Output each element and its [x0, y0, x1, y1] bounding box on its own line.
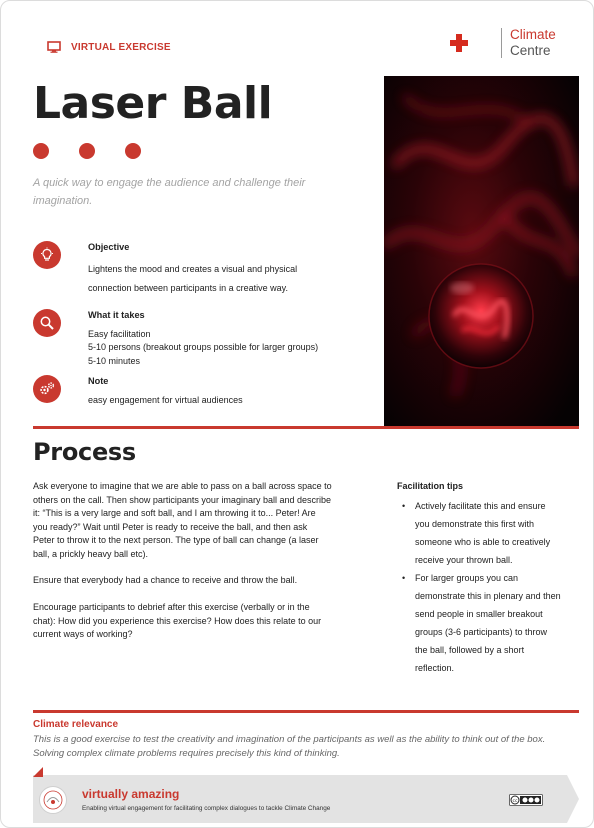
tips-line: • For larger groups you can [415, 573, 519, 583]
monitor-icon [47, 41, 61, 53]
section-divider [33, 426, 579, 429]
subtitle [33, 174, 343, 210]
process-line: others on the call. Then show participants your imaginary ball and describe [33, 494, 331, 505]
info-line: 5-10 minutes [88, 355, 141, 366]
gears-icon [33, 375, 61, 403]
tips-line: you demonstrate this first with [415, 519, 535, 529]
info-objective [33, 241, 363, 298]
relevance-line: This is a good exercise to test the creativity and imagination of the participants as well as the ability to think out of the box. [33, 734, 546, 745]
page-title: Laser Ball [33, 78, 273, 129]
info-what-it-takes [33, 309, 363, 368]
tips-line: receive your thrown ball. [415, 555, 513, 565]
virtually-amazing-logo [39, 786, 67, 814]
process-line: Ensure that everybody had a chance to receive and throw the ball. [33, 575, 298, 585]
header-tag-label: VIRTUAL EXERCISE [71, 41, 171, 53]
info-line: Easy facilitation [88, 328, 151, 339]
header-tag [47, 41, 171, 53]
tips-list [397, 497, 577, 677]
section-divider [33, 710, 579, 713]
lightbulb-icon [33, 241, 61, 269]
tips-line: demonstrate this in plenary and then [415, 591, 561, 601]
footer-corner-mark [33, 767, 43, 777]
red-cross-icon [449, 33, 469, 53]
info-line: 5-10 persons (breakout groups possible for larger groups) [88, 342, 319, 352]
decorative-dots [33, 143, 141, 159]
subtitle-line: A quick way to engage the audience and challenge their [33, 177, 306, 189]
dot [33, 143, 49, 159]
magnifier-icon [33, 309, 61, 337]
dot [125, 143, 141, 159]
process-paragraph [33, 574, 373, 588]
svg-text:cc: cc [512, 798, 518, 804]
footer-title: virtually amazing [82, 787, 180, 801]
climate-centre-logo [449, 27, 556, 59]
process-line: Peter to throw it to the next person. The type of ball can change (a laser [33, 535, 319, 545]
logo-line-2: Centre [510, 43, 551, 58]
logo-line-1: Climate [510, 27, 556, 42]
info-line: Lightens the mood and creates a visual and physical [88, 263, 298, 274]
process-title: Process [33, 438, 136, 466]
process-line: ball, a prickly heavy ball etc). [33, 548, 149, 559]
info-line: connection between participants in a creative way. [88, 282, 288, 293]
info-heading: What it takes [88, 310, 145, 320]
tips-line: the ball, followed by a short [415, 645, 525, 655]
creative-commons-badge-icon [509, 794, 543, 806]
red-crescent-icon [474, 33, 492, 53]
process-paragraph [33, 480, 373, 561]
info-heading: Note [88, 376, 109, 386]
process-line: current ways of working? [33, 629, 133, 639]
info-note [33, 375, 363, 407]
tips-heading: Facilitation tips [397, 481, 464, 491]
tips-line: send people in smaller breakout [415, 609, 543, 619]
subtitle-line: imagination. [33, 195, 93, 207]
tips-item [397, 569, 577, 677]
tips-line: • Actively facilitate this and ensure [415, 501, 546, 511]
relevance-heading: Climate relevance [33, 719, 119, 730]
sphere-illustration [384, 76, 579, 426]
process-line: Encourage participants to debrief after this exercise (verbally or in the [33, 602, 310, 612]
tips-line: someone who is able to creatively [415, 537, 551, 547]
dot [79, 143, 95, 159]
facilitation-tips [397, 481, 577, 677]
tips-line: reflection. [415, 663, 455, 673]
tips-item [397, 497, 577, 569]
process-line: chat): How did you experience this exercise? How does this relate to our [33, 615, 322, 626]
info-line: easy engagement for virtual audiences [88, 394, 243, 405]
process-line: it: “This is a very large and soft ball, and I am throwing it to... Peter! Are [33, 508, 316, 518]
logo-wordmark [510, 27, 556, 59]
logo-divider [501, 28, 502, 58]
process-paragraph [33, 601, 373, 642]
red-glass-sphere-photo [384, 76, 579, 426]
process-line: Ask everyone to imagine that we are able to pass on a ball across space to [33, 481, 332, 491]
tips-line: groups (3-6 participants) to throw [415, 627, 548, 637]
relevance-text [33, 733, 563, 761]
info-heading: Objective [88, 242, 130, 252]
process-line: you ready?” Wait until Peter is ready to receive the ball, and then ask [33, 521, 308, 532]
footer-subtitle: Enabling virtual engagement for facilitating complex dialogues to tackle Climate Change [82, 805, 331, 812]
relevance-line: Solving complex climate problems requires precisely this kind of thinking. [33, 748, 340, 759]
